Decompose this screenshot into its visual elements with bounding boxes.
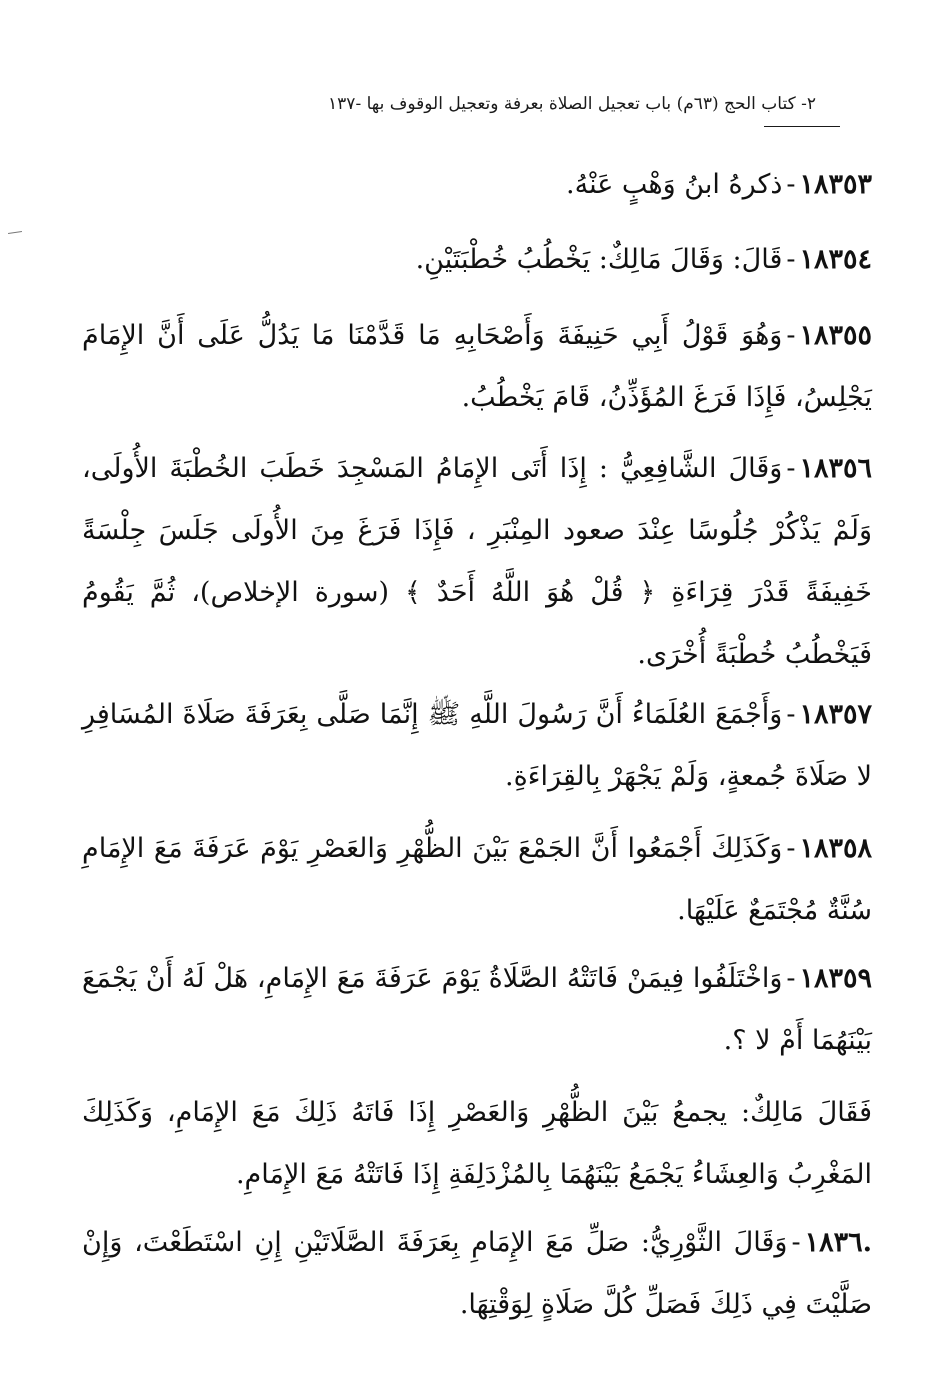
paragraph-18360: .١٨٣٦-وَقَالَ الثَّوْرِيُّ: صَلِّ مَعَ الإِمَامِ بِعَرَفَةَ الصَّلَاتَيْنِ إِنِ اسْتَطَعْتَ، وَإِنْ صَلَّيْتَ فِي ذَلِكَ فَصَلِّ كُلَّ صَلَاةٍ لِوَقْتِهَا. [82,1227,872,1320]
paragraph-18354: ١٨٣٥٤-قَالَ: وَقَالَ مَالِكٌ: يَخْطُبُ خُطْبَتَيْنِ. [415,244,872,275]
paragraph-18356: ١٨٣٥٦-وَقَالَ الشَّافِعِيُّ : إِذَا أَتَى الإِمَامُ المَسْجِدَ خَطَبَ الخُطْبَةَ الأُولَى، وَلَمْ يَذْكُرْ جُلُوسًا عِنْدَ صعود المِنْبَرِ ، فَإِذَا فَرَغَ مِنَ الأُولَى جَلَسَ جِلْسَةً خَفِيفَةً قَدْرَ قِرَاءَةِ ﴿ قُلْ هُوَ اللَّهُ أَحَدٌ ﴾ (سورة الإخلاص)، ثُمَّ يَقُومُ فَيَخْطُبُ خُطْبَةً أُخْرَى. [82,453,872,670]
paragraph-number: ١٨٣٥٨ [799,833,872,864]
paragraph-18359: ١٨٣٥٩-وَاخْتَلَفُوا فِيمَنْ فَاتَتْهُ الصَّلَاةُ يَوْمَ عَرَفَةَ مَعَ الإِمَامِ، هَلْ لَهُ أَنْ يَجْمَعَ بَيْنَهُمَا أَمْ لا ؟. [82,963,872,1056]
paragraph-text: وَكَذَلِكَ أَجْمَعُوا أَنَّ الجَمْعَ بَيْنَ الظُّهْرِ وَالعَصْرِ يَوْمَ عَرَفَةَ مَعَ الإِمَامِ سُنَّةٌ مُجْتَمَعٌ عَلَيْهَا. [82,833,872,926]
paragraph-number: ١٨٣٥٤ [799,244,872,275]
paragraph-18357: ١٨٣٥٧-وَأَجْمَعَ العُلَمَاءُ أَنَّ رَسُولَ اللَّهِ ﷺ إِنَّمَا صَلَّى بِعَرَفَةَ صَلَاةَ المُسَافِرِ لا صَلَاةَ جُمعةٍ، وَلَمْ يَجْهَرْ بِالقِرَاءَةِ. [82,699,872,792]
paragraph-18358: ١٨٣٥٨-وَكَذَلِكَ أَجْمَعُوا أَنَّ الجَمْعَ بَيْنَ الظُّهْرِ وَالعَصْرِ يَوْمَ عَرَفَةَ مَعَ الإِمَامِ سُنَّةٌ مُجْتَمَعٌ عَلَيْهَا. [82,833,872,926]
paragraph-number: .١٨٣٦ [804,1227,872,1258]
paragraph-text: وَقَالَ الشَّافِعِيُّ : إِذَا أَتَى الإِمَامُ المَسْجِدَ خَطَبَ الخُطْبَةَ الأُولَى، وَلَمْ يَذْكُرْ جُلُوسًا عِنْدَ صعود المِنْبَرِ ، فَإِذَا فَرَغَ مِنَ الأُولَى جَلَسَ جِلْسَةً خَفِيفَةً قَدْرَ قِرَاءَةِ ﴿ قُلْ هُوَ اللَّهُ أَحَدٌ ﴾ (سورة الإخلاص)، ثُمَّ يَقُومُ فَيَخْطُبُ خُطْبَةً أُخْرَى. [82,453,872,670]
paragraph-number: ١٨٣٥٩ [799,963,872,994]
paragraph-text: قَالَ: وَقَالَ مَالِكٌ: يَخْطُبُ خُطْبَتَيْنِ. [415,244,783,275]
paragraph-18353: ١٨٣٥٣-ذكرهُ ابنُ وَهْبٍ عَنْهُ. [566,169,872,200]
margin-mark [8,231,22,234]
paragraph-text: وَاخْتَلَفُوا فِيمَنْ فَاتَتْهُ الصَّلَاةُ يَوْمَ عَرَفَةَ مَعَ الإِمَامِ، هَلْ لَهُ أَنْ يَجْمَعَ بَيْنَهُمَا أَمْ لا ؟. [82,963,872,1056]
paragraph-text: وَهُوَ قَوْلُ أَبِي حَنِيفَةَ وَأَصْحَابِهِ مَا قَدَّمْنَا مَا يَدُلُّ عَلَى أَنَّ الإِمَامَ يَجْلِسُ، فَإِذَا فَرَغَ المُؤَذِّنُ، قَامَ يَخْطُبُ. [82,320,872,413]
paragraph-18355: ١٨٣٥٥-وَهُوَ قَوْلُ أَبِي حَنِيفَةَ وَأَصْحَابِهِ مَا قَدَّمْنَا مَا يَدُلُّ عَلَى أَنَّ الإِمَامَ يَجْلِسُ، فَإِذَا فَرَغَ المُؤَذِّنُ، قَامَ يَخْطُبُ. [82,320,872,413]
paragraph-text: فَقَالَ مَالِكٌ: يجمعُ بَيْنَ الظُّهْرِ وَالعَصْرِ إِذَا فَاتَهُ ذَلِكَ مَعَ الإِمَامِ، وَكَذَلِكَ المَغْرِبُ وَالعِشَاءُ يَجْمَعُ بَيْنَهُمَا بِالمُزْدَلِفَةِ إِذَا فَاتَتْهُ مَعَ الإِمَامِ. [82,1097,872,1190]
paragraph-number: ١٨٣٥٧ [799,699,872,730]
running-header: ٢- كتاب الحج (٦٣م) باب تعجيل الصلاة بعرفة وتعجيل الوقوف بها -١٣٧ [328,94,816,114]
paragraph-malik [82,1082,872,1206]
paragraph-number: ١٨٣٥٦ [799,453,872,484]
paragraph-number: ١٨٣٥٥ [799,320,872,351]
header-rule [764,126,840,127]
paragraph-text: وَأَجْمَعَ العُلَمَاءُ أَنَّ رَسُولَ اللَّهِ ﷺ إِنَّمَا صَلَّى بِعَرَفَةَ صَلَاةَ المُسَافِرِ لا صَلَاةَ جُمعةٍ، وَلَمْ يَجْهَرْ بِالقِرَاءَةِ. [82,699,872,792]
paragraph-text: وَقَالَ الثَّوْرِيُّ: صَلِّ مَعَ الإِمَامِ بِعَرَفَةَ الصَّلَاتَيْنِ إِنِ اسْتَطَعْتَ، وَإِنْ صَلَّيْتَ فِي ذَلِكَ فَصَلِّ كُلَّ صَلَاةٍ لِوَقْتِهَا. [82,1227,872,1320]
paragraph-number: ١٨٣٥٣ [799,169,872,200]
paragraph-text: ذكرهُ ابنُ وَهْبٍ عَنْهُ. [566,169,783,200]
